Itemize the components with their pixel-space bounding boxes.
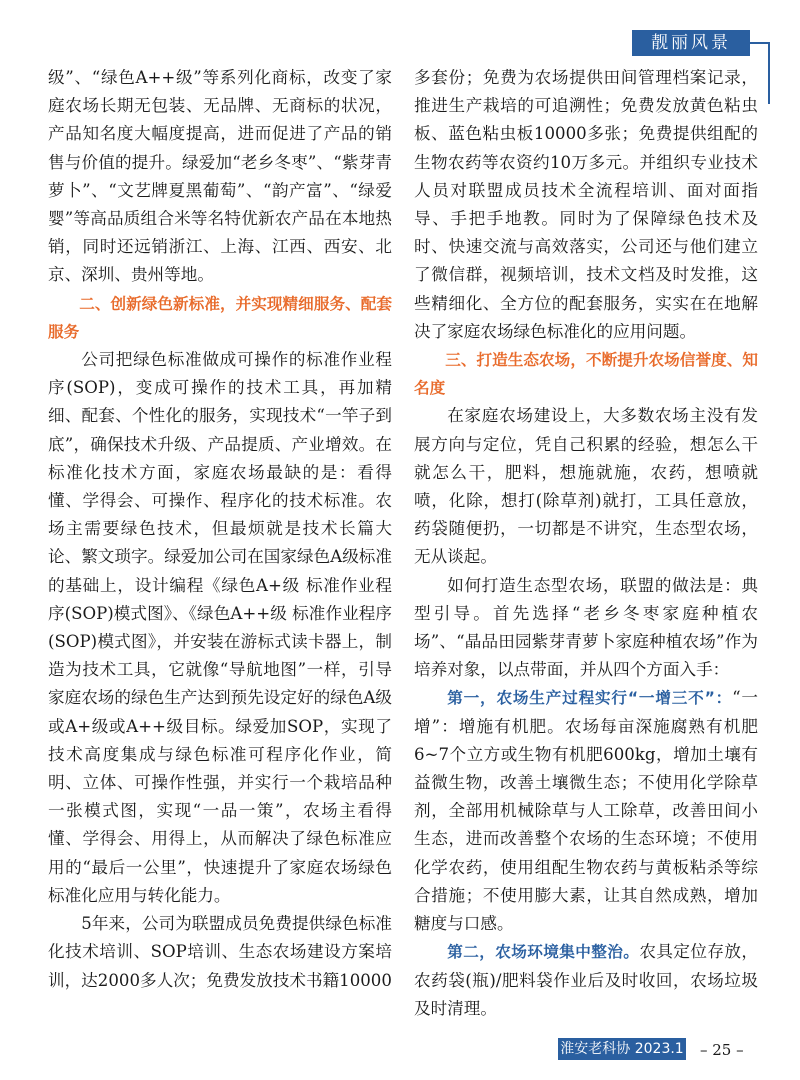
journal-name: 淮安老科协 — [560, 1041, 631, 1057]
paragraph: 公司把绿色标准做成可操作的标准作业程序(SOP)，变成可操作的技术工具，再加精细、配套、个性化的服务，实现技术“一竿子到底”，确保技术升级、产品提质、产业增效。在标准化技术方面，家庭农场最缺的是：看得懂、学得会、可操作、程序化的技术标准。农场主需要绿色技术，但最烦就是技术长篇大论、繁文琐字。绿爱加公司在国家绿色A级标准的基础上，设计编程《绿色A+级 标准作业程序(SOP)模式图》、《绿色A++级 标准作业程序(SOP)模式图》，并安装在游标式读卡器上，制造为技术工具，它就像“导航地图”一样，引导家庭农场的绿色生产达到预先设定好的绿色A级或A+级或A++级目标。绿爱加SOP，实现了技术高度集成与绿色标准可程序化作业，简明、立体、可操作性强，并实行一个栽培品种一张模式图，实现“一品一策”，农场主看得懂、学得会、用得上，从而解决了绿色标准应用的“最后一公里”，快速提升了家庭农场绿色标准化应用与转化能力。 — [48, 350, 392, 905]
paragraph-text: “一增”：增施有机肥。农场每亩深施腐熟有机肥6~7个立方或生物有机肥600kg，增加土壤有益微生物，改善土壤微生态；不使用化学除草剂，全部用机械除草与人工除草，改善田间小生态，进而改善整个农场的生态环境；不使用化学农药，使用组配生物农药与黄板粘杀等综合措施；不使用膨大素，让其自然成熟，增加糖度与口感。 — [414, 688, 758, 934]
section-heading: 三、打造生态农场，不断提升农场信誉度、知名度 — [414, 351, 758, 398]
page-number: – 25 – — [700, 1041, 744, 1059]
paragraph-text: 农具定位存放，农药袋(瓶)/肥料袋作业后及时收回，农场垃圾及时清理。 — [414, 942, 758, 1018]
subheading-lead: 第一，农场生产过程实行“一增三不”： — [447, 689, 733, 708]
right-column — [414, 64, 758, 1023]
paragraph: 在家庭农场建设上，大多数农场主没有发展方向与定位，凭自己积累的经验，想怎么干就怎么干，肥料，想施就施，农药，想喷就喷，化除，想打(除草剂)就打，工具任意放，药袋随便扔，一切都是不讲究，生态型农场，无从谈起。 — [414, 406, 758, 567]
subheading-lead: 第二，农场环境集中整治。 — [447, 943, 640, 962]
section-header-tab: 靓丽风景 — [632, 30, 750, 56]
left-column — [48, 64, 392, 995]
section-heading: 二、创新绿色新标准，并实现精细服务、配套服务 — [48, 294, 392, 341]
header-vertical-line — [768, 42, 770, 104]
header-divider-line — [750, 42, 770, 44]
paragraph — [414, 684, 758, 938]
journal-issue: 2023.1 — [634, 1041, 684, 1057]
footer-journal-tag — [558, 1038, 686, 1060]
paragraph: 5年来，公司为联盟成员免费提供绿色标准化技术培训、SOP培训、生态农场建设方案培训，达2000多人次；免费发放技术书籍10000 — [48, 914, 392, 990]
paragraph: 级”、“绿色A++级”等系列化商标，改变了家庭农场长期无包装、无品牌、无商标的状况，产品知名度大幅度提高，进而促进了产品的销售与价值的提升。绿爱加“老乡冬枣”、“紫芽青萝卜”、“文艺牌夏黑葡萄”、“韵产富”、“绿爱婴”等高品质组合米等名特优新农产品在本地热销，同时还远销浙江、上海、江西、西安、北京、深圳、贵州等地。 — [48, 68, 392, 285]
paragraph — [414, 938, 758, 1023]
paragraph: 如何打造生态型农场，联盟的做法是：典型引导。首先选择“老乡冬枣家庭种植农场”、“晶品田园紫芽青萝卜家庭种植农场”作为培养对象，以点带面，并从四个方面入手： — [414, 575, 758, 680]
paragraph: 多套份；免费为农场提供田间管理档案记录，推进生产栽培的可追溯性；免费发放黄色粘虫板、蓝色粘虫板10000多张；免费提供组配的生物农药等农资约10万多元。并组织专业技术人员对联盟成员技术全流程培训、面对面指导、手把手地教。同时为了保障绿色技术及时、快速交流与高效落实，公司还与他们建立了微信群，视频培训，技术文档及时发推，这些精细化、全方位的配套服务，实实在在地解决了家庭农场绿色标准化的应用问题。 — [414, 68, 758, 341]
